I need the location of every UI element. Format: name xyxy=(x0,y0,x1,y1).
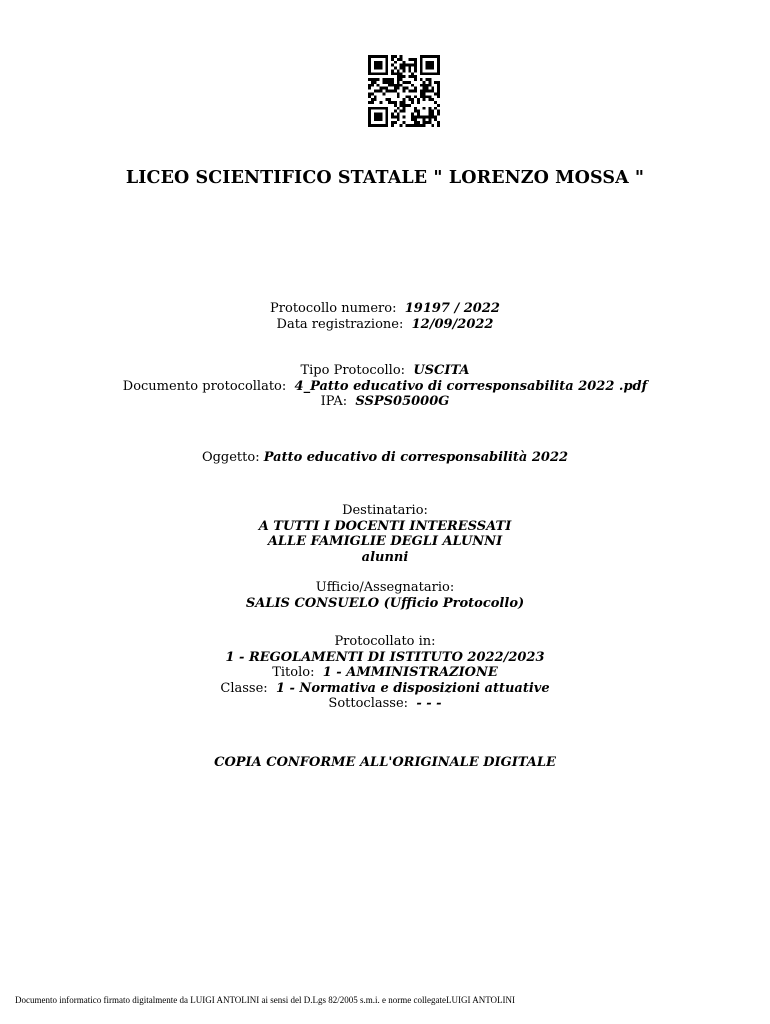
classification-block xyxy=(0,634,770,712)
protocol-number-line xyxy=(0,301,770,317)
title-line xyxy=(0,665,770,681)
office-label: Ufficio/Assegnatario: xyxy=(315,580,455,595)
ipa-line xyxy=(0,394,770,410)
recipient-line: ALLE FAMIGLIE DEGLI ALUNNI xyxy=(267,534,503,549)
class-label: Classe: xyxy=(220,680,268,696)
protocol-type-line xyxy=(0,363,770,379)
office-block xyxy=(0,580,770,611)
recipient-block xyxy=(0,503,770,565)
conformity-block xyxy=(0,755,770,771)
recipient-label: Destinatario: xyxy=(342,503,428,518)
registration-date-line xyxy=(0,317,770,333)
document-value: 4_Patto educativo di corresponsabilita 2022 .pdf xyxy=(294,378,648,394)
conformity-statement: COPIA CONFORME ALL'ORIGINALE DIGITALE xyxy=(214,755,556,770)
document-line xyxy=(0,379,770,395)
signature-footer: Documento informatico firmato digitalmente da LUIGI ANTOLINI ai sensi del D.Lgs 82/2005 s.m.i. e norme collegateLUIGI ANTOLINI xyxy=(15,995,516,1005)
registration-date-value: 12/09/2022 xyxy=(411,316,494,332)
title-value: 1 - AMMINISTRAZIONE xyxy=(322,665,498,680)
protocol-details-block xyxy=(0,363,770,410)
title-label: Titolo: xyxy=(272,665,315,680)
subject-line xyxy=(0,450,770,466)
classification-value: 1 - REGOLAMENTI DI ISTITUTO 2022/2023 xyxy=(225,649,545,665)
subject-block xyxy=(0,450,770,466)
subclass-line xyxy=(0,696,770,712)
recipient-line: alunni xyxy=(361,549,409,565)
protocol-number-label: Protocollo numero: xyxy=(270,301,397,316)
protocol-number-block xyxy=(0,301,770,332)
subject-value: Patto educativo di corresponsabilità 2022 xyxy=(263,450,569,465)
class-value: 1 - Normativa e disposizioni attuative xyxy=(275,680,550,696)
school-name: LICEO SCIENTIFICO STATALE " LORENZO MOSSA " xyxy=(125,168,645,188)
qr-code-icon xyxy=(367,55,441,127)
registration-date-label: Data registrazione: xyxy=(276,316,404,332)
subject-label: Oggetto: xyxy=(201,450,260,465)
protocol-type-label: Tipo Protocollo: xyxy=(300,363,406,378)
subclass-value: - - - xyxy=(416,696,442,711)
recipient-line: A TUTTI I DOCENTI INTERESSATI xyxy=(258,518,512,534)
subclass-label: Sottoclasse: xyxy=(328,696,409,711)
classification-label: Protocollato in: xyxy=(334,634,436,649)
protocol-type-value: USCITA xyxy=(413,363,470,378)
office-value: SALIS CONSUELO (Ufficio Protocollo) xyxy=(245,595,525,611)
document-label: Documento protocollato: xyxy=(122,378,287,394)
protocol-number-value: 19197 / 2022 xyxy=(404,301,500,316)
ipa-value: SSPS05000G xyxy=(355,394,450,409)
ipa-label: IPA: xyxy=(320,394,348,409)
class-line xyxy=(0,681,770,697)
qr-code-graphic xyxy=(367,55,441,127)
